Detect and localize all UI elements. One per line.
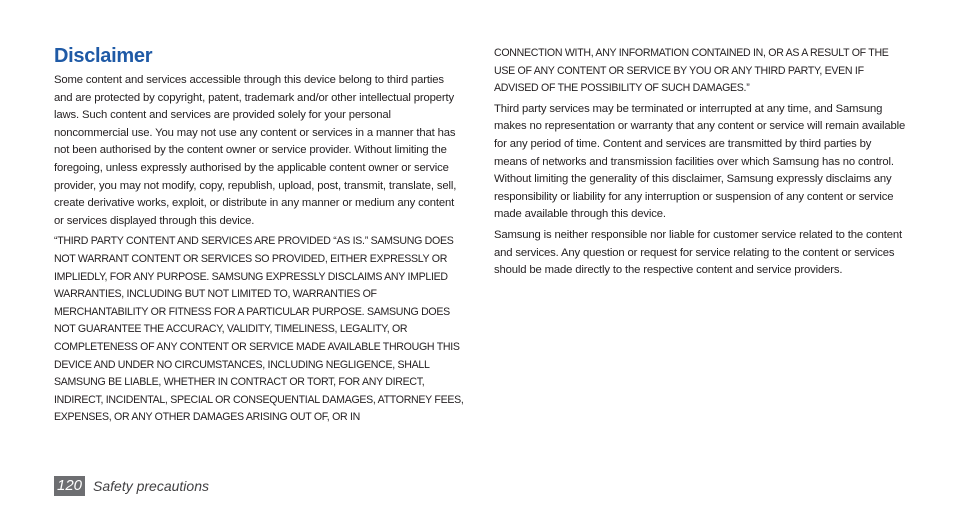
right-column xyxy=(494,45,906,283)
section-name: Safety precautions xyxy=(93,478,209,494)
page-footer xyxy=(54,476,209,496)
left-column xyxy=(54,44,464,430)
warranty-disclaimer-continued: CONNECTION WITH, ANY INFORMATION CONTAINED IN, OR AS A RESULT OF THE USE OF ANY CONTENT OR SERVICE BY YOU OR ANY THIRD PARTY, EVEN IF ADVISED OF THE POSSIBILITY OF SUCH DAMAGES.” xyxy=(494,47,889,95)
page-number: 120 xyxy=(54,476,85,496)
page-title: Disclaimer xyxy=(54,45,153,67)
intro-paragraph: Some content and services accessible through this device belong to third parties and are protected by copyright, patent, trademark and/or other intellectual property laws. Such content and services are provided solely for your personal noncommercial use. You may not use any content or services in a manner that has not been authorised by the content owner or service provider. Without limiting the foregoing, unless expressly authorised by the applicable content owner or service provider, you may not modify, copy, republish, upload, post, transmit, translate, sell, create derivative works, exploit, or distribute in any manner or medium any content or services displayed through this device. xyxy=(54,74,457,227)
warranty-disclaimer-paragraph: “THIRD PARTY CONTENT AND SERVICES ARE PROVIDED “AS IS.” SAMSUNG DOES NOT WARRANT CONTENT OR SERVICES SO PROVIDED, EITHER EXPRESSLY OR IMPLIEDLY, FOR ANY PURPOSE. SAMSUNG EXPRESSLY DISCLAIMS ANY IMPLIED WARRANTIES, INCLUDING BUT NOT LIMITED TO, WARRANTIES OF MERCHANTABILITY OR FITNESS FOR A PARTICULAR PURPOSE. SAMSUNG DOES NOT GUARANTEE THE ACCURACY, VALIDITY, TIMELINESS, LEGALITY, OR COMPLETENESS OF ANY CONTENT OR SERVICE MADE AVAILABLE THROUGH THIS DEVICE AND UNDER NO CIRCUMSTANCES, INCLUDING NEGLIGENCE, SHALL SAMSUNG BE LIABLE, WHETHER IN CONTRACT OR TORT, FOR ANY DIRECT, INDIRECT, INCIDENTAL, SPECIAL OR CONSEQUENTIAL DAMAGES, ATTORNEY FEES, EXPENSES, OR ANY OTHER DAMAGES ARISING OUT OF, OR IN xyxy=(54,235,464,424)
customer-service-paragraph: Samsung is neither responsible nor liable for customer service related to the content and services. Any question or request for service relating to the content or services should be made directly to the respective content and service providers. xyxy=(494,228,902,277)
service-termination-paragraph: Third party services may be terminated or interrupted at any time, and Samsung makes no representation or warranty that any content or service will remain available for any period of time. Content and services are transmitted by third parties by means of networks and transmission facilities over which Samsung has no control. Without limiting the generality of this disclaimer, Samsung expressly disclaims any responsibility or liability for any interruption or suspension of any content or service made available through this device. xyxy=(494,102,906,221)
